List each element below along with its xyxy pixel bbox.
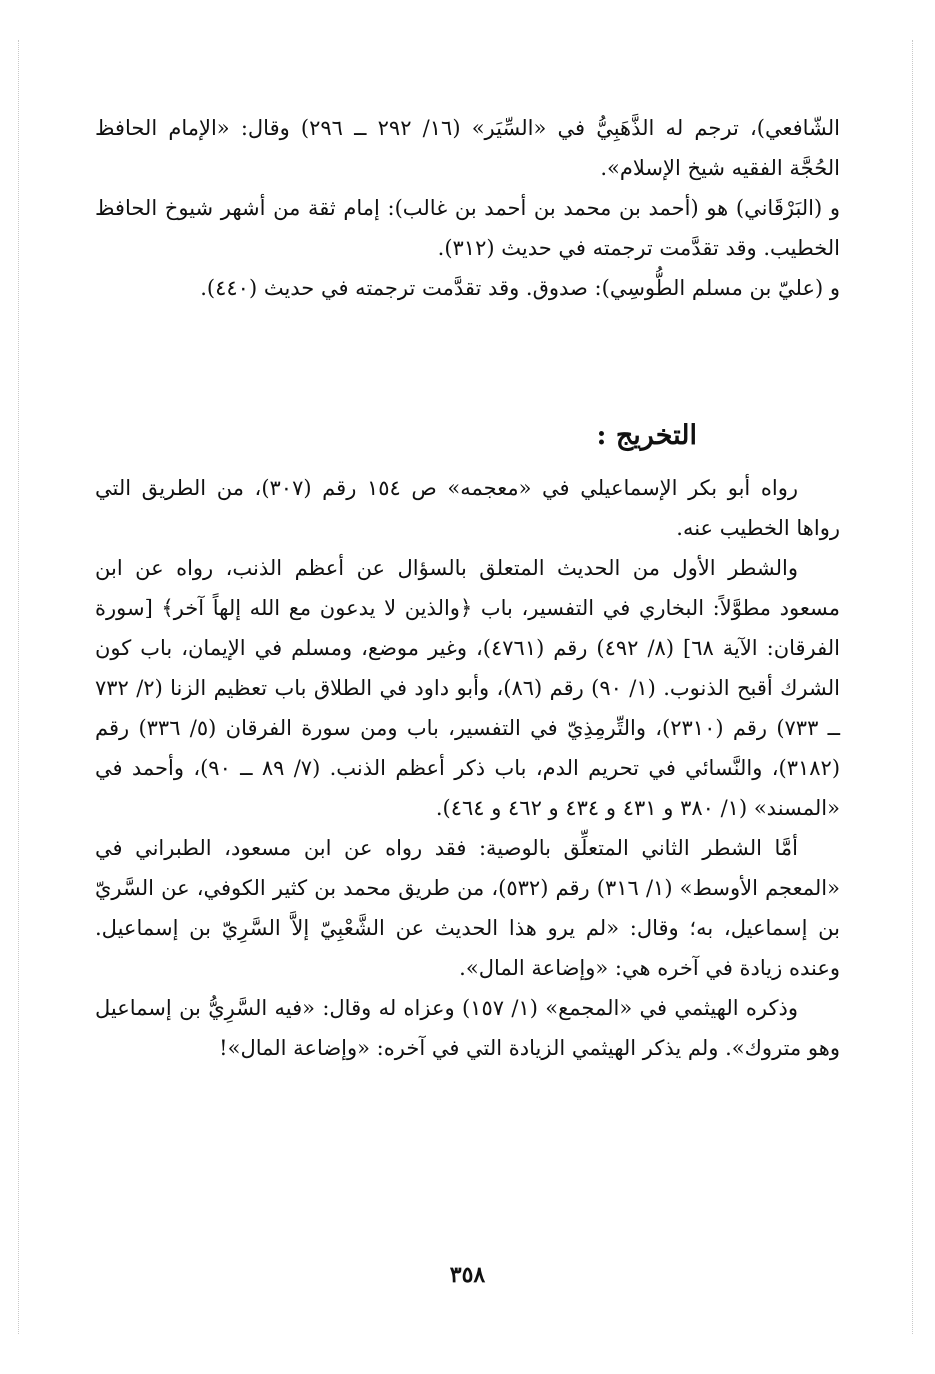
paragraph: أمَّا الشطر الثاني المتعلِّق بالوصية: فقد رواه عن ابن مسعود، الطبراني في «المعجم الأوسط» (١/ ٣١٦) رقم (٥٣٢)، من طريق محمد بن كثير الكوفي، عن السَّريّ بن إسماعيل، به؛ وقال: «لم يرو هذا الحديث عن الشَّعْبِيّ إلاَّ السَّرِيّ بن إسماعيل. وعنده زيادة في آخره هي: «وإضاعة المال». — [95, 836, 840, 980]
narrator-notes — [95, 108, 840, 308]
paragraph: رواه أبو بكر الإسماعيلي في «معجمه» ص ١٥٤ رقم (٣٠٧)، من الطريق التي رواها الخطيب عنه. — [95, 476, 840, 540]
takhrij-section — [95, 468, 840, 1068]
paragraph: و (البَرْقَاني) هو (أحمد بن محمد بن أحمد بن غالب): إمام ثقة من أشهر شيوخ الحافظ الخطيب. وقد تقدَّمت ترجمته في حديث (٣١٢). — [95, 196, 840, 260]
paragraph: وذكره الهيثمي في «المجمع» (١/ ١٥٧) وعزاه له وقال: «فيه السَّرِيُّ بن إسماعيل وهو متروك». ولم يذكر الهيثمي الزيادة التي في آخره: «وإضاعة المال»! — [95, 996, 840, 1060]
scan-edge-right — [912, 40, 913, 1334]
scan-edge-left — [18, 40, 19, 1334]
section-heading: التخريج : — [596, 420, 697, 451]
paragraph: الشّافعي)، ترجم له الذَّهَبِيُّ في «السِّيَر» (١٦/ ٢٩٢ ــ ٢٩٦) وقال: «الإمام الحافظ الحُجَّة الفقيه شيخ الإسلام». — [95, 116, 840, 180]
paragraph: و (عليّ بن مسلم الطُّوسِي): صدوق. وقد تقدَّمت ترجمته في حديث (٤٤٠). — [200, 276, 840, 300]
page-number: ٣٥٨ — [449, 1262, 486, 1288]
paragraph: والشطر الأول من الحديث المتعلق بالسؤال عن أعظم الذنب، رواه عن ابن مسعود مطوَّلاً: البخاري في التفسير، باب ﴿والذين لا يدعون مع الله إلهاً آخر﴾ [سورة الفرقان: الآية ٦٨] (٨/ ٤٩٢) رقم (٤٧٦١)، وغير موضع، ومسلم في الإيمان، باب كون الشرك أقبح الذنوب. (١/ ٩٠) رقم (٨٦)، وأبو داود في الطلاق باب تعظيم الزنا (٢/ ٧٣٢ ــ ٧٣٣) رقم (٢٣١٠)، والتِّرمِذِيّ في التفسير، باب ومن سورة الفرقان (٥/ ٣٣٦) رقم (٣١٨٢)، والنَّسائي في تحريم الدم، باب ذكر أعظم الذنب. (٧/ ٨٩ ــ ٩٠)، وأحمد في «المسند» (١/ ٣٨٠ و ٤٣١ و ٤٣٤ و ٤٦٢ و ٤٦٤). — [95, 556, 841, 820]
